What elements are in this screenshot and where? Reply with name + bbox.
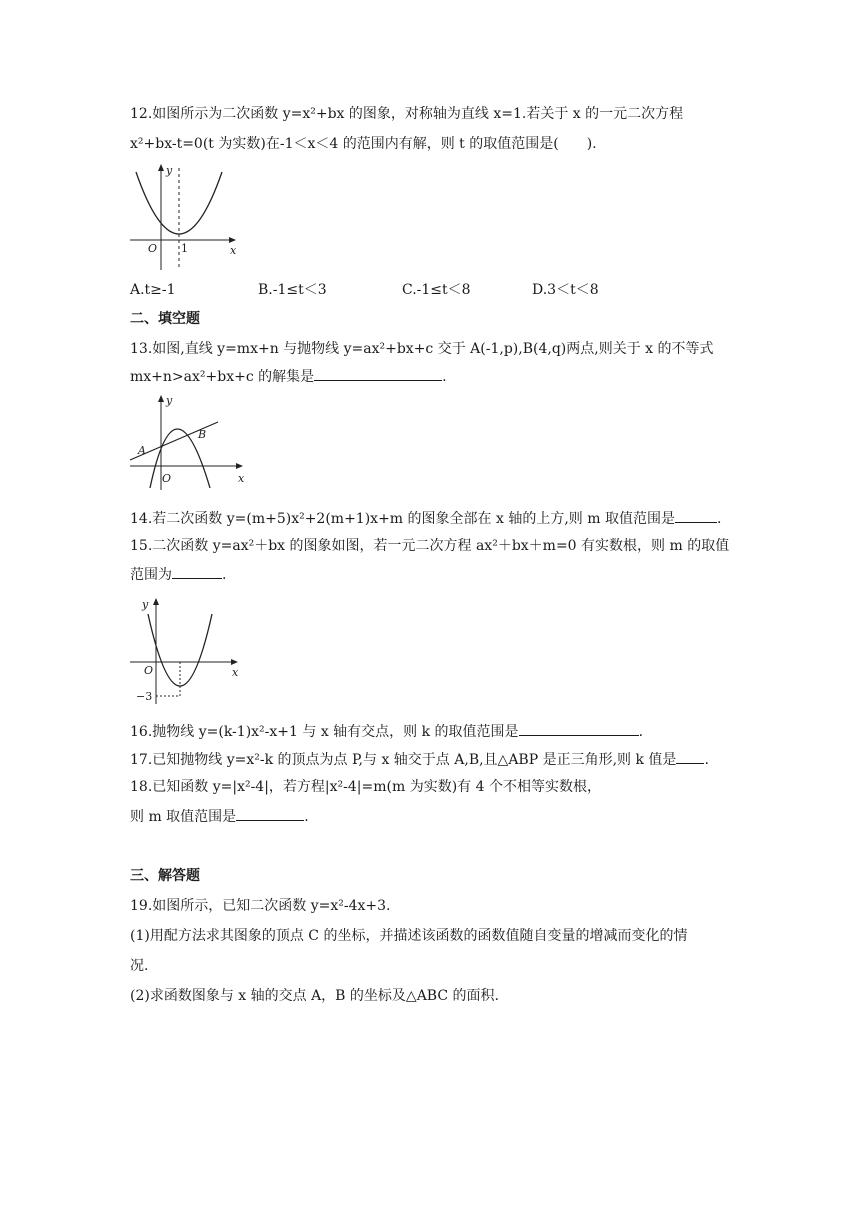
q15-line2-end: . bbox=[222, 567, 227, 583]
q13-fig-b: B bbox=[198, 428, 207, 441]
q12-option-b: B.-1≤t＜3 bbox=[258, 282, 327, 298]
q14-end: . bbox=[716, 511, 722, 527]
q13-fig-a: A bbox=[138, 444, 146, 457]
q12-parabola-figure bbox=[126, 158, 244, 274]
section-solve-title: 三、解答题 bbox=[130, 868, 200, 884]
q14-answer-blank bbox=[675, 508, 717, 523]
q15-line2 bbox=[130, 564, 226, 585]
q13-line2-end: . bbox=[442, 369, 447, 385]
q12-options bbox=[130, 280, 730, 300]
q18-line2-end: . bbox=[304, 809, 309, 825]
q15-y-arrow bbox=[153, 598, 159, 605]
q17-answer-blank bbox=[676, 749, 704, 764]
q13-answer-blank bbox=[314, 366, 442, 381]
q13-fig-o: O bbox=[162, 472, 172, 485]
q15-x-arrow bbox=[231, 659, 238, 665]
q18-line2-text: 则 m 取值范围是 bbox=[130, 809, 237, 825]
q16-answer-blank bbox=[519, 721, 639, 736]
q12-y-arrow bbox=[158, 164, 164, 171]
q13-line1: 13.如图,直线 y=mx+n 与抛物线 y=ax²+bx+c 交于 A(-1,p),B(4,q)两点,则关于 x 的不等式 bbox=[130, 341, 714, 357]
q13-x-arrow bbox=[236, 463, 243, 469]
q15-parabola-figure bbox=[126, 592, 244, 708]
q17-text: 17.已知抛物线 y=x²-k 的顶点为点 P,与 x 轴交于点 A,B,且△ABP 是正三角形,则 k 值是 bbox=[130, 752, 677, 768]
q14-line bbox=[130, 508, 721, 529]
q19-line4: (2)求函数图象与 x 轴的交点 A，B 的坐标及△ABC 的面积. bbox=[130, 988, 499, 1004]
q16-line bbox=[130, 721, 643, 742]
q13-y-arrow bbox=[158, 395, 164, 402]
q15-fig-o: O bbox=[144, 664, 154, 677]
q12-fig-x: x bbox=[230, 244, 237, 257]
q16-text: 16.抛物线 y=(k-1)x²-x+1 与 x 轴有交点，则 k 的取值范围是 bbox=[130, 724, 519, 740]
q15-fig-x: x bbox=[232, 666, 239, 679]
q17-end: . bbox=[704, 752, 709, 768]
q12-line1: 12.如图所示为二次函数 y=x²+bx 的图象，对称轴为直线 x=1.若关于 x 的一元二次方程 bbox=[130, 106, 684, 122]
q19-line2: (1)用配方法求其图象的顶点 C 的坐标，并描述该函数的函数值随自变量的增减而变化的情 bbox=[130, 928, 688, 944]
q13-line2-text: mx+n>ax²+bx+c 的解集是 bbox=[130, 369, 315, 385]
q18-answer-blank bbox=[236, 806, 304, 821]
q17-line bbox=[130, 749, 709, 770]
q13-line2 bbox=[130, 366, 447, 387]
q13-fig-y: y bbox=[166, 394, 173, 407]
q12-fig-o: O bbox=[148, 242, 158, 255]
q15-line2-text: 范围为 bbox=[130, 567, 172, 583]
q19-line3: 况. bbox=[130, 958, 149, 974]
q18-line2 bbox=[130, 806, 309, 827]
q12-option-a: A.t≥-1 bbox=[130, 282, 176, 298]
q15-line1: 15.二次函数 y=ax²＋bx 的图象如图，若一元二次方程 ax²＋bx＋m=0 有实数根，则 m 的取值 bbox=[130, 538, 730, 554]
q15-answer-blank bbox=[172, 564, 222, 579]
q12-option-d: D.3＜t＜8 bbox=[532, 282, 599, 298]
q19-line1: 19.如图所示，已知二次函数 y=x²-4x+3. bbox=[130, 898, 391, 914]
q13-fig-x: x bbox=[238, 472, 245, 485]
q12-fig-one: 1 bbox=[181, 242, 188, 255]
q15-fig-neg3: −3 bbox=[136, 690, 153, 703]
q12-x-arrow bbox=[229, 237, 236, 243]
q18-line1: 18.已知函数 y=|x²-4|，若方程|x²-4|=m(m 为实数)有 4 个不相等实数根， bbox=[130, 779, 601, 795]
q14-text: 14.若二次函数 y=(m+5)x²+2(m+1)x+m 的图象全部在 x 轴的上方,则 m 取值范围是 bbox=[130, 511, 675, 527]
q12-line2: x²+bx-t=0(t 为实数)在-1＜x＜4 的范围内有解，则 t 的取值范围是( ). bbox=[130, 136, 597, 152]
q13-line-parabola-figure bbox=[126, 390, 250, 492]
q12-option-c: C.-1≤t＜8 bbox=[402, 282, 471, 298]
q16-end: . bbox=[638, 724, 644, 740]
section-fill-in-title: 二、填空题 bbox=[130, 311, 200, 327]
q12-fig-y: y bbox=[166, 164, 173, 177]
q15-fig-y: y bbox=[142, 598, 149, 611]
